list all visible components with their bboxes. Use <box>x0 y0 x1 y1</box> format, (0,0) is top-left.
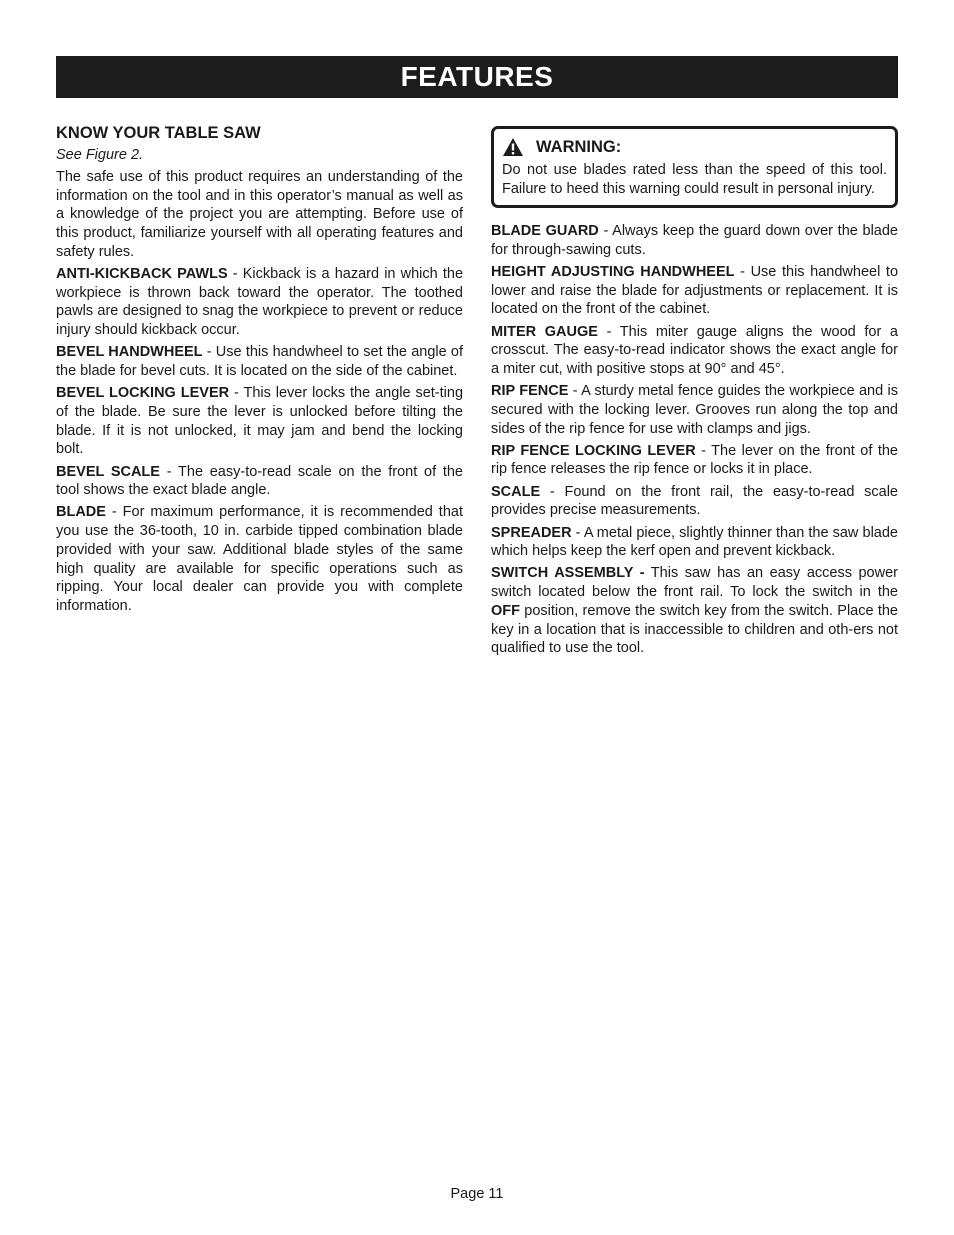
feature-term: MITER GAUGE <box>491 323 598 340</box>
feature-description: - Kickback is a hazard in which the workpiece is thrown back toward the operator. The toothed pawls are designed to snag the workpiece to prevent or reduce injury should kickback occur. <box>56 266 464 339</box>
left-column <box>56 122 463 619</box>
feature-switch-assembly <box>491 564 898 658</box>
feature-term: HEIGHT ADJUSTING HANDWHEEL <box>491 263 735 280</box>
feature-blade <box>56 503 463 615</box>
feature-description: position, remove the switch key from the switch. Place the key in a location that is inaccessible to children and oth-ers not qualified to use the tool. <box>491 602 898 657</box>
feature-description: - Always keep the guard down over the blade for through-sawing cuts. <box>491 223 898 258</box>
page-number: Page 11 <box>450 1186 504 1202</box>
feature-height-adjusting-handwheel <box>491 263 898 319</box>
feature-description: - The lever on the front of the rip fence releases the rip fence or locks it in place. <box>491 442 898 478</box>
warning-text: Do not use blades rated less than the speed of this tool. Failure to heed this warning could result in personal injury. <box>502 162 887 197</box>
section-heading: KNOW YOUR TABLE SAW <box>56 124 261 142</box>
feature-term: BEVEL LOCKING LEVER <box>56 385 230 402</box>
right-column <box>491 126 898 661</box>
feature-term: RIP FENCE LOCKING LEVER <box>491 442 696 459</box>
section-banner <box>56 56 898 98</box>
figure-reference: See Figure 2. <box>56 147 144 163</box>
feature-term: BEVEL SCALE <box>56 463 160 480</box>
feature-term: ANTI-KICKBACK PAWLS <box>56 266 228 283</box>
feature-description: - The easy-to-read scale on the front of the tool shows the exact blade angle. <box>56 463 463 499</box>
feature-blade-guard <box>491 222 898 259</box>
feature-description: - A metal piece, slightly thinner than the saw blade which helps keep the kerf open and prevent kickback. <box>491 524 898 560</box>
warning-box <box>491 126 898 208</box>
feature-spreader <box>491 524 898 561</box>
feature-term: BEVEL HANDWHEEL <box>56 344 203 361</box>
feature-scale <box>491 483 898 520</box>
feature-miter-gauge <box>491 323 898 379</box>
feature-term: BLADE <box>56 504 106 521</box>
feature-description: - A sturdy metal fence guides the workpiece and is secured with the locking lever. Grooves run along the top and sides of the rip fence for use with clamps and jigs. <box>491 383 898 437</box>
feature-description: - Found on the front rail, the easy-to-read scale provides precise measurements. <box>491 483 898 519</box>
feature-rip-fence-locking-lever <box>491 442 898 479</box>
feature-term: SPREADER <box>491 524 572 541</box>
feature-description: - Use this handwheel to lower and raise the blade for adjustments or replacement. It is located on the front of the cabinet. <box>491 263 899 318</box>
feature-anti-kickback-pawls <box>56 265 463 340</box>
feature-description: - This miter gauge aligns the wood for a crosscut. The easy-to-read indicator shows the exact angle for a miter cut, with positive stops at 90° and 45°. <box>491 323 898 377</box>
feature-rip-fence <box>491 382 898 438</box>
intro-paragraph: The safe use of this product requires an understanding of the information on the tool and in this operator’s manual as well as a knowledge of the project you are attempting. Before use of this product, familiarize yourself with all operating features and safety rules. <box>56 169 463 260</box>
feature-description: - This lever locks the angle set-ting of the blade. Be sure the lever is unlocked before tilting the blade. If it is not unlocked, it may jam and bend the locking bolt. <box>56 385 464 458</box>
feature-term: BLADE GUARD <box>491 223 599 239</box>
feature-term: RIP FENCE <box>491 383 569 400</box>
warning-triangle-icon <box>502 137 524 157</box>
warning-title: WARNING: <box>536 137 622 156</box>
page-title: FEATURES <box>400 61 554 92</box>
feature-bevel-locking-lever <box>56 384 463 459</box>
feature-term: SCALE <box>491 483 541 500</box>
feature-bevel-handwheel <box>56 343 463 380</box>
off-label: OFF <box>491 602 520 619</box>
feature-bevel-scale <box>56 463 463 500</box>
feature-description: This saw has an easy access power switch located below the front rail. To lock the switch in the <box>491 565 898 601</box>
feature-term: SWITCH ASSEMBLY - <box>491 565 645 582</box>
feature-description: - For maximum performance, it is recommended that you use the 36-tooth, 10 in. carbide tipped combination blade provided with your saw. Additional blade styles of the same high quality are available for specific operations such as ripping. Your local dealer can provide you with complete information. <box>56 504 463 614</box>
feature-description: - Use this handwheel to set the angle of the blade for bevel cuts. It is located on the side of the cabinet. <box>56 344 463 380</box>
warning-header <box>502 137 887 157</box>
